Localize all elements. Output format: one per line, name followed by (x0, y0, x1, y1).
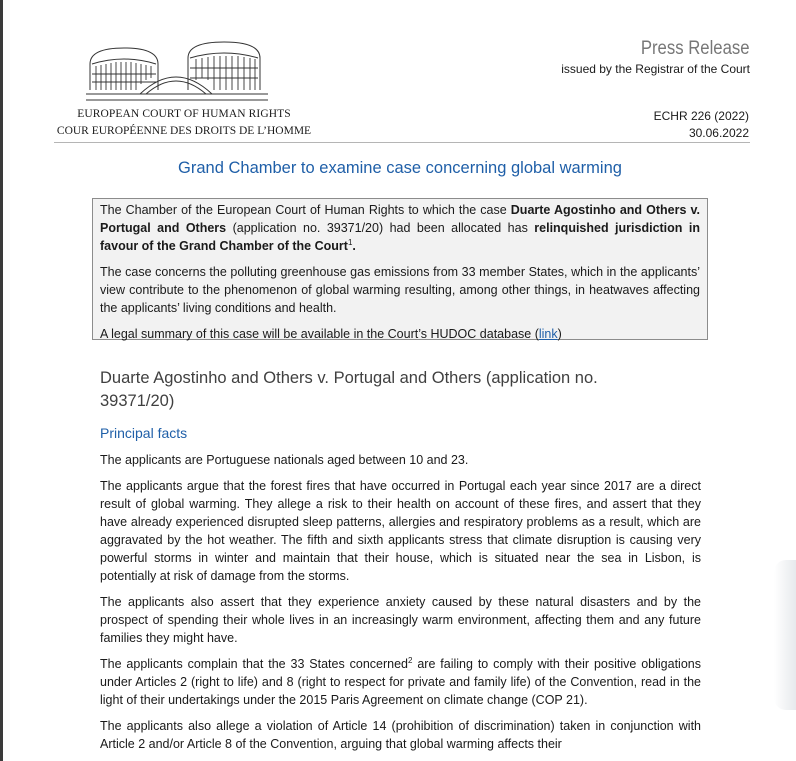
paragraph: The applicants also assert that they experience anxiety caused by these natural disasters and by the prospect of spending their whole lives in an increasingly warm environment, affecting them and any future families they might have. (100, 595, 701, 645)
summary-text: The Chamber of the European Court of Human Rights to which the case (100, 203, 511, 217)
summary-text: ) (557, 327, 562, 341)
press-release-label: Press Release (641, 38, 750, 59)
paragraph: The applicants are Portuguese nationals aged between 10 and 23. (100, 453, 469, 467)
paragraph-text: are failing to comply with their positive obligations under Articles 2 (right to life) and 8 (right to respect for private and family life) of the Convention, read in the light of their undertakings under the 2015 Paris Agreement on climate change (COP 21). (100, 657, 701, 707)
header-divider (54, 142, 750, 143)
headline: Grand Chamber to examine case concerning global warming (178, 159, 622, 177)
paragraph: The applicants argue that the forest fires that have occurred in Portugal each year since 2017 are a direct result of global warming. They allege a risk to their health on account of these fires, and assert that they have already experienced disrupted sleep patterns, allergies and respiratory problems as a result, which are aggravated by the hot weather. The fifth and sixth applicants stress that climate disruption is causing very powerful storms in winter and maintain that their house, which is situated near the sea in Lisbon, is potentially at risk of damage from the storms. (100, 479, 701, 583)
case-title: Duarte Agostinho and Others v. Portugal and Others (application no. 39371/20) (100, 369, 598, 410)
footnote-marker[interactable]: 1 (347, 237, 353, 247)
court-building-logo (84, 40, 270, 104)
summary-text: (application no. 39371/20) had been allocated has (226, 221, 535, 235)
section-heading: Principal facts (100, 425, 188, 441)
summary-text: A legal summary of this case will be available in the Court’s HUDOC database ( (100, 327, 539, 341)
release-reference: ECHR 226 (2022) (653, 109, 749, 123)
release-date: 30.06.2022 (688, 126, 749, 140)
summary-paragraph-3 (100, 325, 700, 343)
hudoc-link[interactable]: link (538, 327, 558, 341)
court-name-english: EUROPEAN COURT OF HUMAN RIGHTS (77, 108, 291, 120)
summary-paragraph-1 (100, 201, 700, 255)
issued-by-text: issued by the Registrar of the Court (561, 62, 750, 76)
footnote-marker[interactable]: 2 (408, 655, 413, 665)
paragraph (100, 655, 701, 709)
summary-box (92, 198, 708, 340)
summary-paragraph-2: The case concerns the polluting greenhouse gas emissions from 33 member States, which in the applicants’ view contribute to the phenomenon of global warming resulting, among other things, in heatwaves affecting the applicants’ living conditions and health. (100, 265, 700, 315)
case-name: Duarte Agostinho and Others v. Portugal and Others (100, 203, 700, 235)
paragraph: The applicants also allege a violation of Article 14 (prohibition of discrimination) taken in conjunction with Article 2 and/or Article 8 of the Convention, arguing that global warming affects their (100, 719, 701, 751)
summary-text: . (352, 239, 356, 253)
relinquishment-text: relinquished jurisdiction in favour of the Grand Chamber of the Court (100, 221, 700, 253)
body-text (100, 451, 701, 761)
paragraph-text: The applicants complain that the 33 States concerned (100, 657, 408, 671)
window-left-edge (0, 0, 3, 761)
scroll-shadow (774, 560, 796, 710)
court-name-french: COUR EUROPÉENNE DES DROITS DE L’HOMME (56, 125, 312, 137)
